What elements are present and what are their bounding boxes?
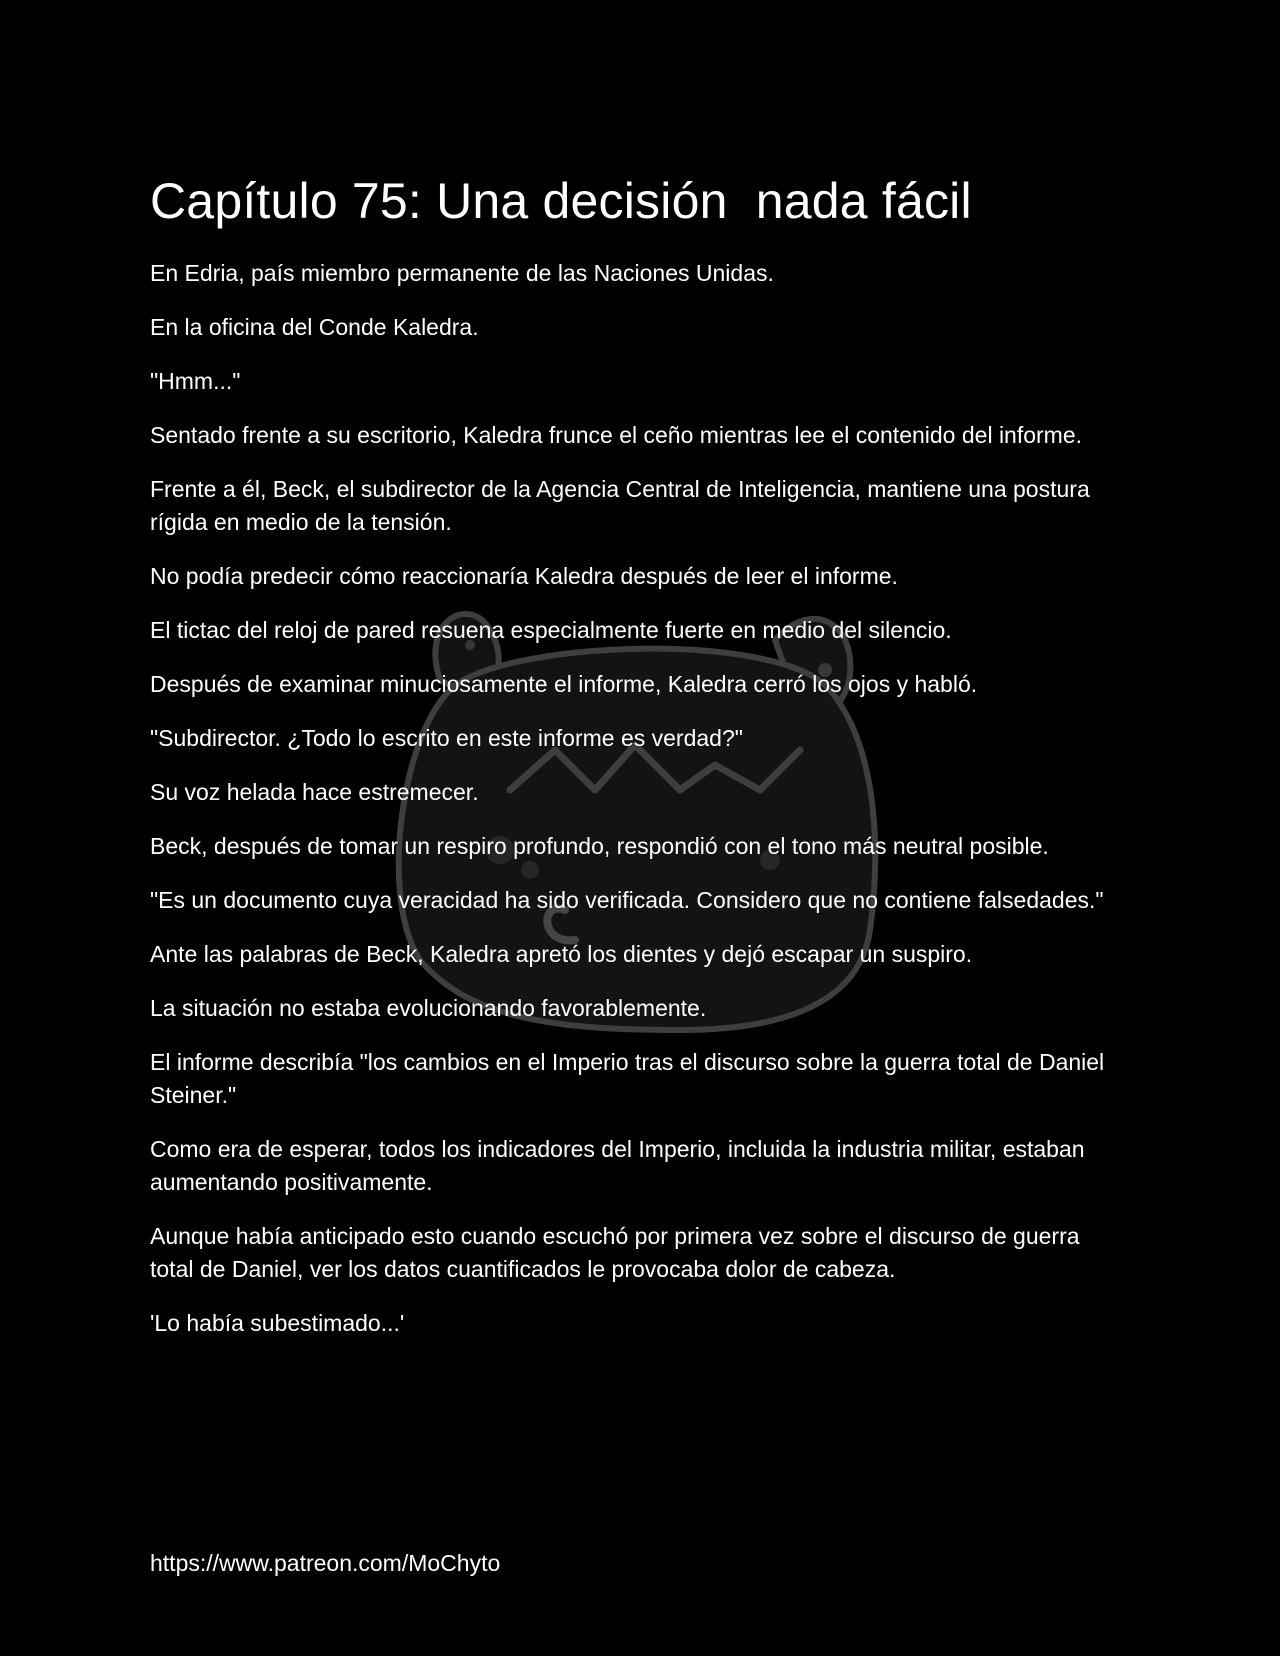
paragraph: En la oficina del Conde Kaledra. bbox=[150, 314, 479, 340]
paragraph: La situación no estaba evolucionando favorablemente. bbox=[150, 995, 707, 1021]
paragraph: No podía predecir cómo reaccionaría Kaledra después de leer el informe. bbox=[150, 563, 898, 589]
paragraph: "Es un documento cuya veracidad ha sido verificada. Considero que no contiene falsedades." bbox=[150, 887, 1104, 913]
paragraph: Ante las palabras de Beck, Kaledra apretó los dientes y dejó escapar un suspiro. bbox=[150, 941, 973, 967]
paragraph: Aunque había anticipado esto cuando escuchó por primera vez sobre el discurso de guerra total de Daniel, ver los datos cuantificados le provocaba dolor de cabeza. bbox=[150, 1223, 1080, 1282]
chapter-title: Capítulo 75: Una decisión nada fácil bbox=[150, 173, 972, 229]
paragraph: Como era de esperar, todos los indicadores del Imperio, incluida la industria militar, estaban aumentando positivamente. bbox=[150, 1136, 1085, 1195]
chapter-content bbox=[150, 170, 1125, 1361]
paragraph: Después de examinar minuciosamente el informe, Kaledra cerró los ojos y habló. bbox=[150, 671, 978, 697]
paragraph: Sentado frente a su escritorio, Kaledra frunce el ceño mientras lee el contenido del informe. bbox=[150, 422, 1083, 448]
paragraph: En Edria, país miembro permanente de las Naciones Unidas. bbox=[150, 260, 774, 286]
paragraph: 'Lo había subestimado...' bbox=[150, 1310, 405, 1336]
paragraph: Beck, después de tomar un respiro profundo, respondió con el tono más neutral posible. bbox=[150, 833, 1049, 859]
paragraph: "Subdirector. ¿Todo lo escrito en este informe es verdad?" bbox=[150, 725, 743, 751]
paragraph: Frente a él, Beck, el subdirector de la Agencia Central de Inteligencia, mantiene una postura rígida en medio de la tensión. bbox=[150, 476, 1090, 535]
patreon-link[interactable]: https://www.patreon.com/MoChyto bbox=[150, 1550, 501, 1576]
paragraph: El informe describía "los cambios en el Imperio tras el discurso sobre la guerra total de Daniel Steiner." bbox=[150, 1049, 1105, 1108]
paragraph: Su voz helada hace estremecer. bbox=[150, 779, 479, 805]
paragraph: "Hmm..." bbox=[150, 368, 241, 394]
paragraph: El tictac del reloj de pared resuena especialmente fuerte en medio del silencio. bbox=[150, 617, 952, 643]
